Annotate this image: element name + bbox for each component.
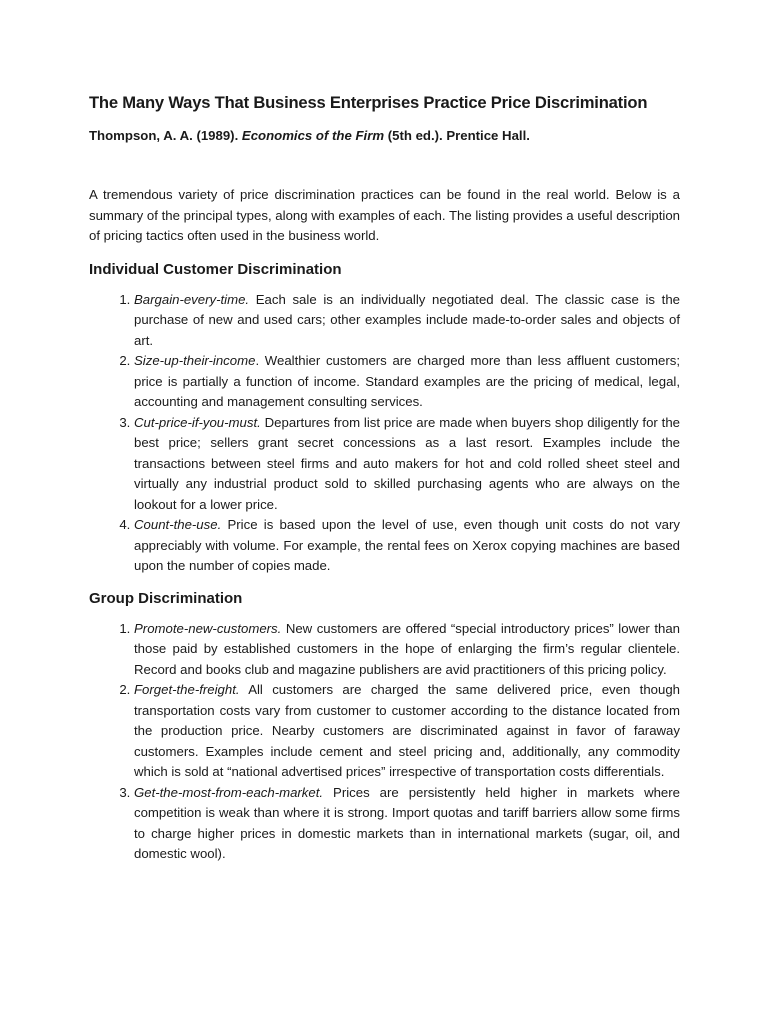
list-item <box>134 619 680 681</box>
item-term: Cut-price-if-you-must. <box>134 414 261 430</box>
item-term: Forget-the-freight. <box>134 682 240 697</box>
item-term: Get-the-most-from-each-market. <box>134 784 324 800</box>
list-item <box>134 783 680 865</box>
item-text: Price is based upon the level of use, even though unit costs do not vary appreciably with volume. For example, the rental fees on Xerox copying machines are based upon the number of copies made. <box>134 517 680 573</box>
citation <box>89 126 680 146</box>
item-term: Promote-new-customers. <box>134 620 282 636</box>
document-title: The Many Ways That Business Enterprises Practice Price Discrimination <box>89 93 648 112</box>
citation-book-title: Economics of the Firm <box>241 128 385 143</box>
list-item <box>134 413 680 516</box>
citation-prefix: Thompson, A. A. (1989). <box>89 128 239 143</box>
citation-suffix: (5th ed.). Prentice Hall. <box>387 128 530 143</box>
item-text: . Wealthier customers are charged more than less affluent customers; price is partially a function of income. Standard examples are the pricing of medical, legal, accounting and management consulting services. <box>134 353 680 409</box>
item-text: Prices are persistently held higher in markets where competition is weak than where it is strong. Import quotas and tariff barriers allow some firms to charge higher prices in domestic markets than in international markets (sugar, oil, and domestic wool). <box>134 784 680 861</box>
item-text: All customers are charged the same delivered price, even though transportation costs vary from customer to customer according to the distance located from the production price. Nearby customers are discriminated against in favor of faraway customers. Examples include cement and steel pricing and, additionally, any commodity which is sold at “national advertised prices” irrespective of transportation costs differentials. <box>134 682 680 779</box>
item-text: Departures from list price are made when buyers shop diligently for the best price; sellers grant secret concessions as a last resort. Examples include the transactions between steel firms and auto makers for hot and cold rolled sheet steel and virtually any industrial product sold to skilled purchasing agents who are always on the lookout for a lower price. <box>134 414 680 512</box>
list-item <box>134 515 680 577</box>
list-item <box>134 680 680 783</box>
item-text: Each sale is an individually negotiated deal. The classic case is the purchase of new and used cars; other examples include made-to-order sales and objects of art. <box>134 291 680 348</box>
section-heading-individual: Individual Customer Discrimination <box>89 260 342 278</box>
intro-paragraph: A tremendous variety of price discrimination practices can be found in the real world. Below is a summary of the principal types, along with examples of each. The listing provides a useful description of pricing tactics often used in the business world. <box>89 187 680 243</box>
group-discrimination-list <box>89 619 680 865</box>
list-item <box>134 351 680 413</box>
item-term: Size-up-their-income <box>134 353 256 368</box>
individual-discrimination-list <box>89 290 680 577</box>
item-term: Bargain-every-time. <box>134 291 250 307</box>
section-heading-group: Group Discrimination <box>89 589 243 607</box>
item-text: New customers are offered “special introductory prices” lower than those paid by established customers in the hope of enlarging the firm’s regular clientele. Record and books club and magazine publishers are avid practitioners of this pricing policy. <box>134 620 680 677</box>
item-term: Count-the-use. <box>134 517 222 532</box>
list-item <box>134 290 680 352</box>
